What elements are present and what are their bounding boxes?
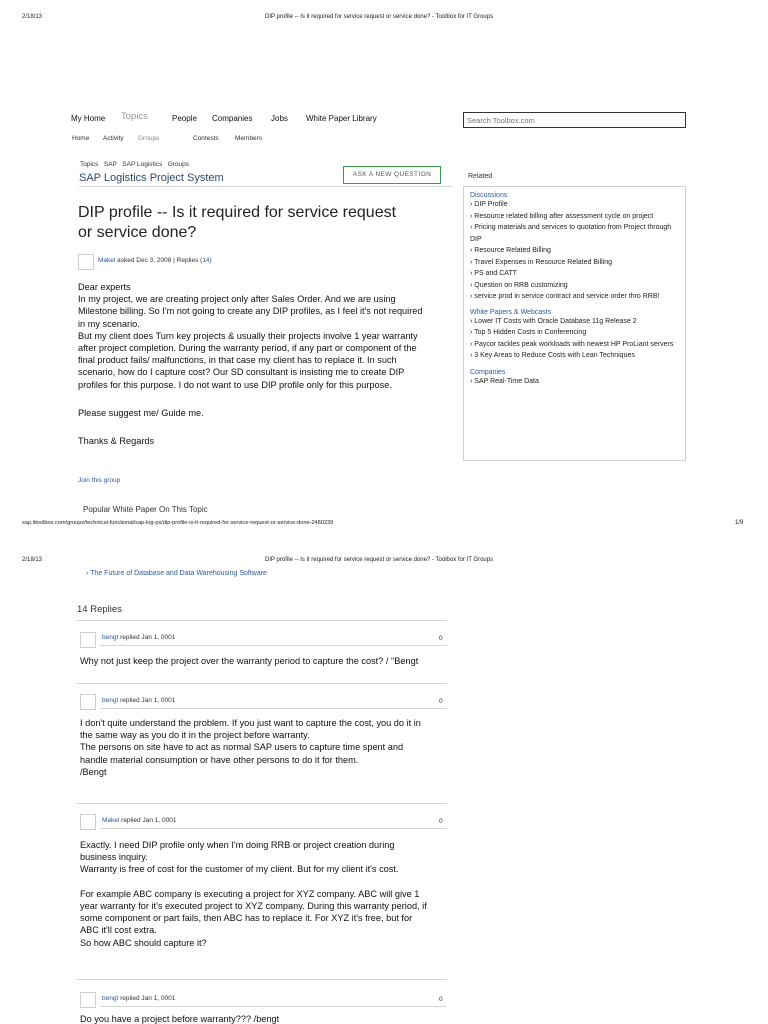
- related-discussion-item[interactable]: › PS and CATT: [470, 270, 517, 277]
- related-panel: [463, 186, 686, 461]
- question-author[interactable]: Makel: [98, 257, 116, 264]
- avatar[interactable]: [80, 814, 96, 830]
- breadcrumb-groups[interactable]: Groups: [167, 161, 190, 168]
- breadcrumb: [80, 161, 189, 168]
- breadcrumb-sap-logistics[interactable]: SAP Logistics: [122, 161, 163, 168]
- nav-my-home[interactable]: My Home: [71, 114, 106, 123]
- reply-meta: Makel replied Jan 1, 0001: [102, 817, 177, 824]
- search-input[interactable]: [463, 112, 686, 128]
- white-papers-heading: White Papers & Webcasts: [470, 308, 552, 316]
- replies-heading: 14 Replies: [77, 604, 122, 615]
- avatar[interactable]: [80, 694, 96, 710]
- subnav-members[interactable]: Members: [235, 135, 263, 142]
- nav-people[interactable]: People: [172, 114, 197, 123]
- related-whitepaper-item[interactable]: › Paycor tackles peak workloads with newest HP ProLiant servers: [470, 340, 674, 348]
- whitepaper-link[interactable]: › The Future of Database and Data Warehousing Software: [86, 570, 267, 577]
- join-group-link[interactable]: Join this group: [78, 477, 121, 484]
- nav-topics[interactable]: Topics: [121, 111, 148, 122]
- reply-author[interactable]: bengt: [102, 697, 119, 704]
- related-discussion-item[interactable]: › Pricing materials and services to quotation from Project through DIP: [470, 224, 672, 243]
- related-whitepaper-item[interactable]: › 3 Key Areas to Reduce Costs with Lean Techniques: [470, 352, 635, 359]
- reply-body: Do you have a project before warranty??? /bengt: [80, 1014, 280, 1024]
- page-date: 2/18/13: [22, 557, 43, 563]
- page-number: 1/9: [735, 520, 744, 526]
- reply-vote-count[interactable]: 0: [439, 635, 443, 642]
- document-title: DIP profile -- Is it required for service request or service done? - Toolbox for IT Groups: [265, 557, 494, 563]
- subnav-groups[interactable]: Groups: [138, 135, 160, 142]
- page-date: 2/18/13: [22, 14, 43, 20]
- avatar[interactable]: [80, 632, 96, 648]
- subnav-contests[interactable]: Contests: [193, 135, 219, 142]
- companies-heading: Companies: [470, 368, 506, 376]
- question-meta: Makel asked Dec 3, 2008 | Replies (14): [98, 257, 212, 264]
- related-heading: Related: [468, 173, 493, 180]
- related-discussion-item[interactable]: › Question on RRB customizing: [470, 281, 568, 289]
- related-discussion-item[interactable]: › DIP Profile: [470, 201, 508, 208]
- avatar[interactable]: [80, 992, 96, 1008]
- related-whitepaper-item[interactable]: › Top 5 Hidden Costs in Conferencing: [470, 329, 587, 336]
- related-company-item[interactable]: › SAP Real-Time Data: [470, 377, 539, 385]
- nav-companies[interactable]: Companies: [212, 114, 253, 123]
- nav-white-paper-library[interactable]: White Paper Library: [306, 114, 377, 123]
- reply-body: Why not just keep the project over the warranty period to capture the cost? / "Bengt: [80, 656, 419, 666]
- related-discussion-item[interactable]: › service prod in service contract and service order thro RRB!: [470, 293, 660, 300]
- reply-vote-count[interactable]: 0: [439, 818, 443, 825]
- replies-count-link[interactable]: 14: [202, 257, 210, 264]
- subnav-home[interactable]: Home: [72, 135, 90, 142]
- page-url: sap.ittoolbox.com/groups/technical-functional/sap-log-ps/dip-profile-is-it-required-for-service-request-or-service-done-2480239: [22, 520, 334, 526]
- avatar[interactable]: [78, 254, 94, 270]
- related-discussion-item[interactable]: › Travel Expenses in Resource Related Billing: [470, 258, 613, 266]
- reply-body: I don't quite understand the problem. If you just want to capture the cost, you do it in the same way as you do it in the project before warranty. The persons on site have to act as normal SAP users to capture time spent and handle material consumption or have other persons to do it for them. /Bengt: [80, 718, 421, 777]
- related-whitepaper-item[interactable]: › Lower IT Costs with Oracle Database 11g Release 2: [470, 317, 637, 325]
- reply-meta: bengt replied Jan 1, 0001: [102, 995, 176, 1002]
- question-body: Dear experts In my project, we are creating project only after Sales Order. And we are using Milestone billing. So I'm not going to create any DIP profiles, as I feel it's not required in my scenario. But my client does Turn key projects & usually their projects involve 1 year warranty after project completion. During the warranty period, if any part or component of the final product fails/ malfunctions, in that case my client has to replace it. In such scenario, how do I capture cost? Our SD consultant is insisting me to create DIP profiles for this purpose. I do not want to use DIP profile only for this purpose. Please suggest me/ Guide me. Thanks & Regards: [78, 282, 423, 447]
- reply-vote-count[interactable]: 0: [439, 698, 443, 705]
- reply-body: Exactly. I need DIP profile only when I'm doing RRB or project creation during business inquiry. Warranty is free of cost for the customer of my client. But for my client it's cost. For example ABC company is executing a project for XYZ company. ABC will give 1 year warranty for it's executed project to XYZ company. During this warranty period, if some component or part fails, then ABC has to replace it. For XYZ it's free, but for ABC it'll cost extra. So how ABC should capture it?: [80, 840, 427, 948]
- question-title: DIP profile -- Is it required for service request or service done?: [78, 204, 397, 241]
- reply-author[interactable]: Makel: [102, 817, 120, 824]
- document-title: DIP profile -- Is it required for service request or service done? - Toolbox for IT Groups: [265, 14, 494, 20]
- breadcrumb-topics[interactable]: Topics: [80, 161, 99, 168]
- discussions-heading: Discussions: [470, 192, 508, 199]
- breadcrumb-sap[interactable]: SAP: [103, 161, 117, 168]
- popular-white-paper-label: Popular White Paper On This Topic: [83, 505, 208, 514]
- reply-meta: bengt replied Jan 1, 0001: [102, 634, 176, 641]
- group-title[interactable]: SAP Logistics Project System: [79, 172, 224, 184]
- subnav-activity[interactable]: Activity: [103, 135, 124, 142]
- reply-author[interactable]: bengt: [102, 634, 119, 641]
- reply-meta: bengt replied Jan 1, 0001: [102, 697, 176, 704]
- reply-vote-count[interactable]: 0: [439, 996, 443, 1003]
- related-discussion-item[interactable]: › Resource related billing after assessment cycle on project: [470, 212, 654, 220]
- related-discussion-item[interactable]: › Resource Related Billing: [470, 247, 551, 254]
- reply-author[interactable]: bengt: [102, 995, 119, 1002]
- nav-jobs[interactable]: Jobs: [271, 114, 288, 123]
- ask-new-question-button[interactable]: ASK A NEW QUESTION: [343, 166, 441, 184]
